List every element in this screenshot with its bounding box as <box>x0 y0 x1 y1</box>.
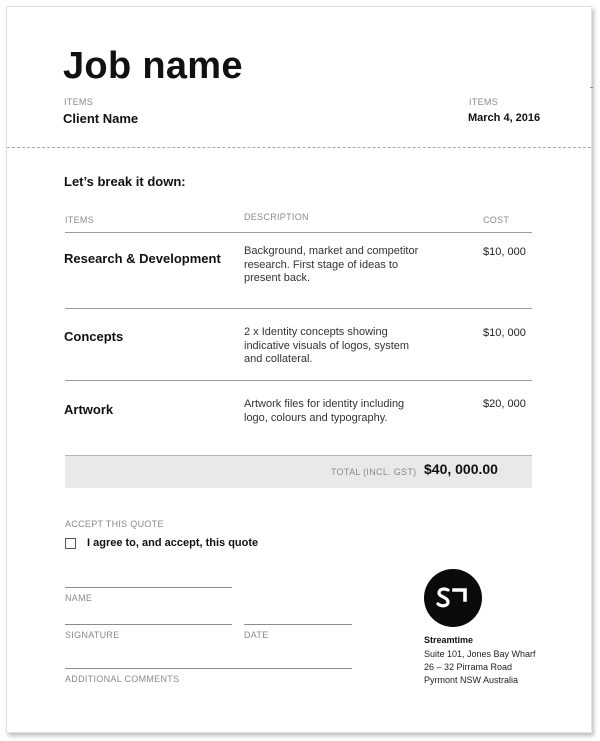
name-label: NAME <box>65 593 93 603</box>
signature-field[interactable] <box>65 624 232 625</box>
accept-checkbox-label[interactable]: I agree to, and accept, this quote <box>87 537 259 549</box>
item-name: Research & Development <box>64 251 221 266</box>
item-description: Artwork files for identity including logo, colours and typography. <box>244 398 405 424</box>
streamtime-logo-icon <box>424 569 482 627</box>
signature-label: SIGNATURE <box>65 630 120 640</box>
table-rule <box>65 380 532 381</box>
column-header-items: ITEMS <box>65 215 95 225</box>
item-description: Background, market and competitor research. First stage of ideas to present back. <box>244 245 419 284</box>
client-name: Client Name <box>63 111 139 126</box>
table-rule <box>65 232 532 233</box>
comments-field[interactable] <box>65 668 352 669</box>
item-description: 2 x Identity concepts showing indicative visuals of logos, system and collateral. <box>244 326 410 365</box>
date-field[interactable] <box>244 624 352 625</box>
item-name: Artwork <box>64 402 114 417</box>
total-label: TOTAL (INCL. GST) <box>331 467 417 477</box>
item-cost: $10, 000 <box>483 246 526 258</box>
comments-label: ADDITIONAL COMMENTS <box>65 674 180 684</box>
item-name: Concepts <box>64 329 124 344</box>
item-cost: $20, 000 <box>483 398 526 410</box>
item-cost: $10, 000 <box>483 327 526 339</box>
date-label: ITEMS <box>469 97 499 107</box>
client-label: ITEMS <box>64 97 94 107</box>
page-title: Job name <box>63 45 243 87</box>
accept-label: ACCEPT THIS QUOTE <box>65 519 164 529</box>
breakdown-heading: Let’s break it down: <box>64 174 186 189</box>
edge-tick <box>590 87 593 88</box>
column-header-cost: COST <box>483 215 510 225</box>
dashed-divider <box>7 147 591 148</box>
quote-sheet <box>6 6 592 733</box>
column-header-description: DESCRIPTION <box>244 212 309 222</box>
company-address-line: Suite 101, Jones Bay Wharf <box>424 649 536 659</box>
company-name: Streamtime <box>424 635 474 645</box>
accept-checkbox[interactable] <box>65 538 76 549</box>
name-field[interactable] <box>65 587 232 588</box>
date-field-label: DATE <box>244 630 269 640</box>
quote-date: March 4, 2016 <box>468 112 541 124</box>
total-value: $40, 000.00 <box>424 461 498 477</box>
table-rule <box>65 308 532 309</box>
company-address-line: 26 – 32 Pirrama Road <box>424 662 513 672</box>
company-address-line: Pyrmont NSW Australia <box>424 675 519 685</box>
